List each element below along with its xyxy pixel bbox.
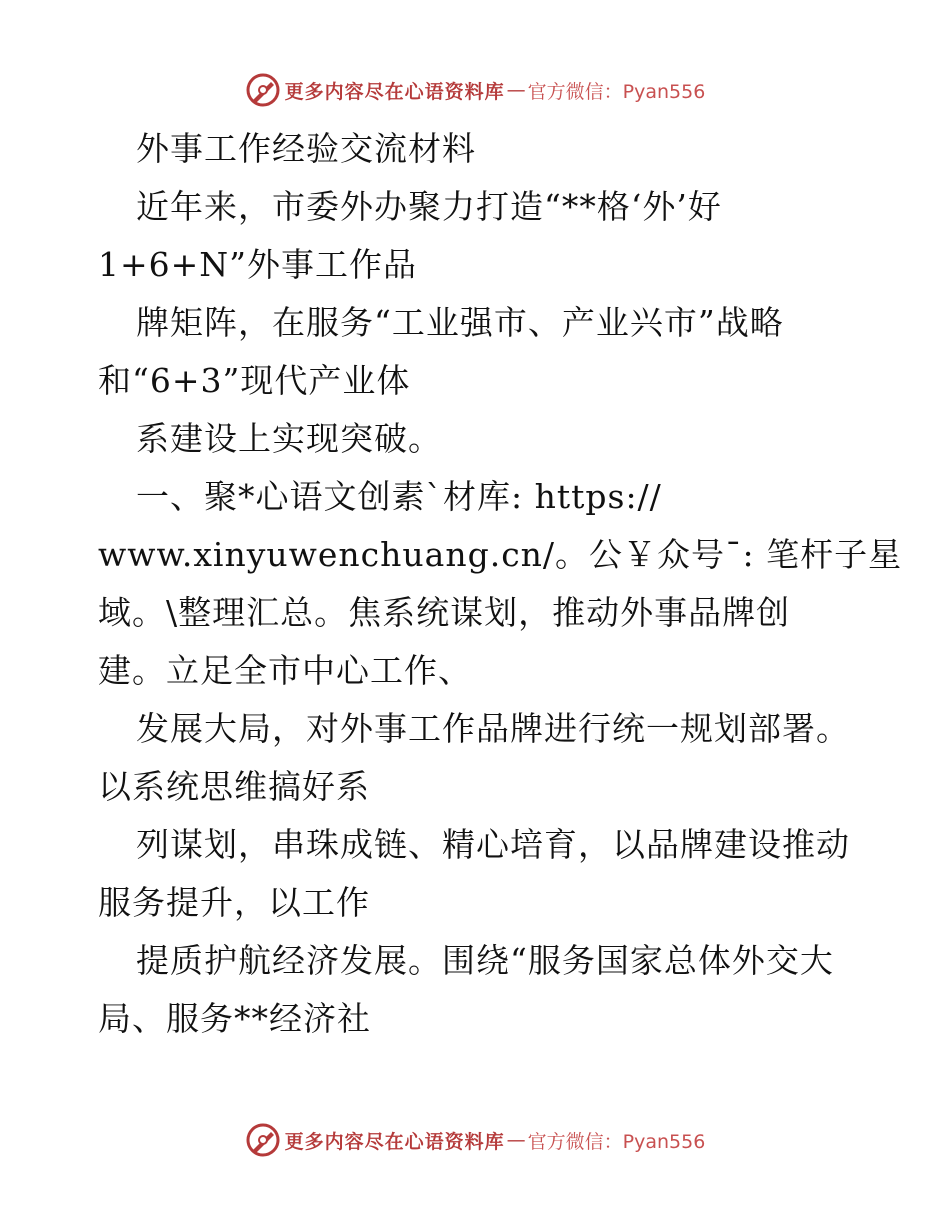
watermark-separator: — bbox=[506, 79, 526, 101]
text-line: 域。\整理汇总。焦系统谋划，推动外事品牌创 bbox=[98, 593, 791, 632]
footer-watermark bbox=[0, 1120, 950, 1160]
text-line: 提质护航经济发展。围绕“服务国家总体外交大 bbox=[136, 941, 834, 980]
text-line: 系建设上实现突破。 bbox=[136, 419, 442, 458]
watermark-main-text: 更多内容尽在心语资料库 bbox=[284, 1130, 505, 1153]
text-line: 发展大局，对外事工作品牌进行统一规划部署。 bbox=[136, 709, 850, 748]
text-line: www.xinyuwenchuang.cn/。公￥众号¯: 笔杆子星 bbox=[98, 535, 903, 574]
watermark-separator: — bbox=[506, 1129, 526, 1151]
text-line: 局、服务**经济社 bbox=[98, 999, 371, 1038]
text-line: 和“6+3”现代产业体 bbox=[98, 361, 411, 400]
pen-logo-icon bbox=[245, 72, 281, 108]
watermark-wechat-id: 官方微信：Pyan556 bbox=[527, 80, 706, 103]
text-line: 列谋划，串珠成链、精心培育，以品牌建设推动 bbox=[136, 825, 850, 864]
text-line: 一、聚*心语文创素`材库: https:// bbox=[136, 477, 662, 516]
header-watermark bbox=[0, 70, 950, 110]
text-line: 建。立足全市中心工作、 bbox=[98, 651, 472, 690]
pen-logo-icon bbox=[245, 1122, 281, 1158]
text-line: 1+6+N”外事工作品 bbox=[98, 245, 418, 284]
document-body bbox=[98, 120, 903, 1048]
text-line: 服务提升，以工作 bbox=[98, 883, 370, 922]
watermark-wechat-id: 官方微信：Pyan556 bbox=[527, 1130, 706, 1153]
text-line: 以系统思维搞好系 bbox=[98, 767, 370, 806]
text-line: 牌矩阵，在服务“工业强市、产业兴市”战略 bbox=[136, 303, 784, 342]
text-line: 近年来，市委外办聚力打造“**格‘外’好 bbox=[136, 187, 722, 226]
text-line: 外事工作经验交流材料 bbox=[136, 129, 476, 168]
watermark-main-text: 更多内容尽在心语资料库 bbox=[284, 80, 505, 103]
